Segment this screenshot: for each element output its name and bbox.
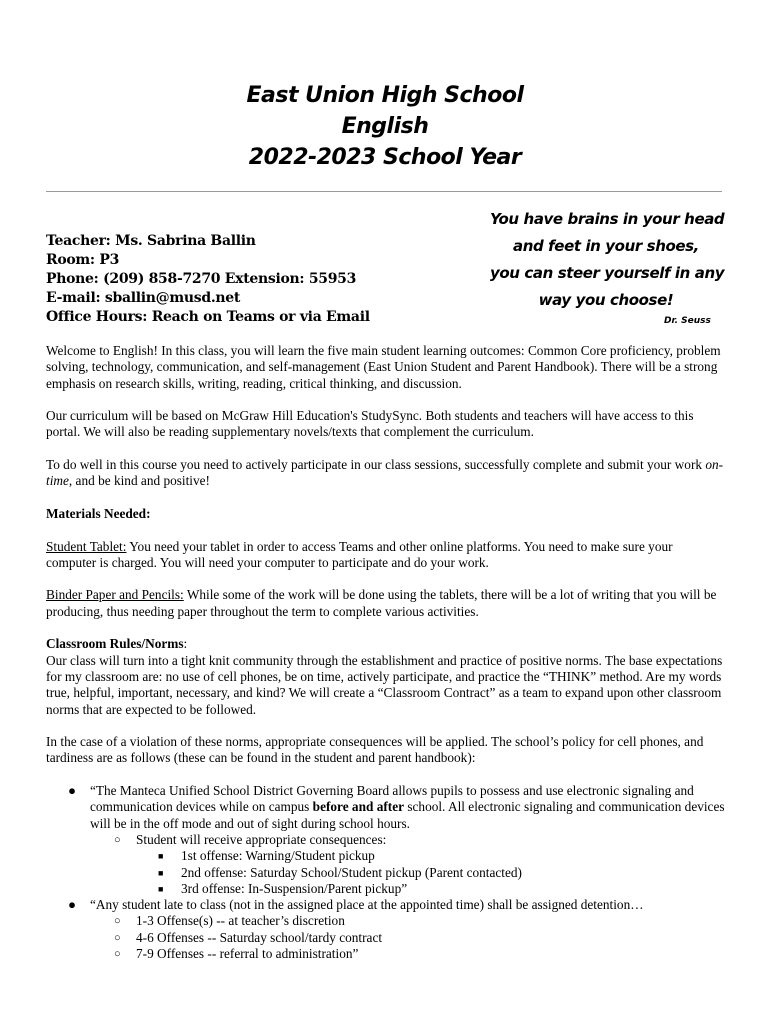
syllabus-body [46, 343, 726, 962]
teacher-name: Teacher: Ms. Sabrina Ballin [46, 233, 256, 249]
square-bullet-icon: ■ [158, 851, 164, 862]
quote-line: way you choose! [538, 291, 674, 309]
offense-text: 1st offense: Warning/Student pickup [181, 848, 375, 864]
quote-line: you can steer yourself in any [490, 264, 725, 282]
phone-policy-text: “The Manteca Unified School District Governing Board allows pupils to possess and use electronic signaling and communication devices while on campus [90, 783, 694, 815]
materials-heading: Materials Needed: [46, 505, 151, 521]
list-item [136, 865, 726, 881]
list-item [136, 881, 726, 897]
phone-number: Phone: (209) 858-7270 Extension: 55953 [46, 271, 357, 287]
list-item [90, 946, 726, 962]
header-divider [46, 191, 722, 192]
document-title [0, 80, 770, 173]
quote-author: Dr. Seuss [664, 316, 711, 326]
consequence-text: Student will receive appropriate consequences: [136, 831, 387, 847]
bullet-icon: ● [68, 897, 77, 913]
rules-paragraph [46, 636, 726, 717]
rules-heading-suffix: : [183, 636, 188, 652]
policy-list [46, 783, 726, 962]
list-item [46, 897, 726, 962]
phone-policy-text-end: school. All electronic signaling and communication devices will be in the off mode and out of sight during school hours. [90, 799, 725, 831]
list-item [136, 848, 726, 864]
square-bullet-icon: ■ [158, 867, 164, 878]
seuss-quote [490, 206, 725, 314]
offense-list [136, 848, 726, 897]
offense-text: 2nd offense: Saturday School/Student pickup (Parent contacted) [181, 864, 522, 880]
welcome-paragraph: Welcome to English! In this class, you will learn the five main student learning outcomes: Common Core proficiency, problem solving, technology, communication, and self-management (East Union Student and Parent Handbook). There will be a strong emphasis on research skills, writing, reading, critical thinking, and discussion. [46, 343, 721, 391]
circle-bullet-icon: ○ [114, 931, 121, 944]
quote-line: and feet in your shoes, [513, 237, 699, 255]
rules-text: Our class will turn into a tight knit community through the establishment and practice of positive norms. The base expectations for my classroom are: no use of cell phones, be on time, actively participate, and practice the “THINK” method. Are my words true, helpful, important, necessary, and kind? We will create a “Classroom Contract” as a team to expand upon other classroom norms that are expected to be followed. [46, 652, 723, 717]
on-time-emphasis: on-time [46, 457, 724, 489]
square-bullet-icon: ■ [158, 883, 164, 894]
tardy-policy-text: “Any student late to class (not in the assigned place at the appointed time) shall be assigned detention… [90, 897, 644, 913]
phone-policy-bold: before and after [312, 799, 405, 815]
rules-heading: Classroom Rules/Norms [46, 636, 184, 652]
email-address: E-mail: sballin@musd.net [46, 290, 241, 306]
tardy-item-text: 1-3 Offense(s) -- at teacher’s discretion [136, 913, 345, 929]
school-name: East Union High School [246, 83, 524, 108]
quote-line: You have brains in your head [490, 210, 725, 228]
success-paragraph [46, 457, 726, 490]
tablet-paragraph [46, 539, 726, 572]
tablet-label: Student Tablet: [46, 538, 127, 554]
circle-bullet-icon: ○ [114, 915, 121, 928]
tardy-item-text: 7-9 Offenses -- referral to administration” [136, 945, 359, 961]
list-item [46, 783, 726, 897]
list-item [90, 913, 726, 929]
subject-name: English [341, 114, 429, 139]
tardy-sublist [90, 913, 726, 962]
tablet-text: You need your tablet in order to access Teams and other online platforms. You need to make sure your computer is charged. You will need your computer to participate and do your work. [46, 538, 673, 570]
teacher-info [46, 232, 370, 327]
binder-paragraph [46, 587, 726, 620]
school-year: 2022-2023 School Year [248, 145, 522, 170]
violation-paragraph: In the case of a violation of these norms, appropriate consequences will be applied. The school’s policy for cell phones, and tardiness are as follows (these can be found in the student and parent handbook): [46, 734, 704, 766]
binder-label: Binder Paper and Pencils: [46, 587, 184, 603]
tardy-item-text: 4-6 Offenses -- Saturday school/tardy contract [136, 929, 383, 945]
phone-sublist [90, 832, 726, 897]
offense-text: 3rd offense: In-Suspension/Parent pickup” [181, 880, 408, 896]
list-item [90, 832, 726, 897]
binder-text: While some of the work will be done using the tablets, there will be a lot of writing that you will be producing, thus needing paper throughout the term to complete various activities. [46, 587, 717, 619]
circle-bullet-icon: ○ [114, 947, 121, 960]
office-hours: Office Hours: Reach on Teams or via Email [46, 309, 370, 325]
success-text: To do well in this course you need to actively participate in our class sessions, successfully complete and submit your work [46, 457, 706, 473]
curriculum-paragraph: Our curriculum will be based on McGraw Hill Education's StudySync. Both students and teachers will have access to this portal. We will also be reading supplementary novels/texts that complement the curriculum. [46, 408, 694, 440]
circle-bullet-icon: ○ [114, 833, 121, 846]
list-item [90, 930, 726, 946]
room-number: Room: P3 [46, 252, 120, 268]
success-text-end: , and be kind and positive! [68, 473, 210, 489]
bullet-icon: ● [68, 783, 77, 799]
